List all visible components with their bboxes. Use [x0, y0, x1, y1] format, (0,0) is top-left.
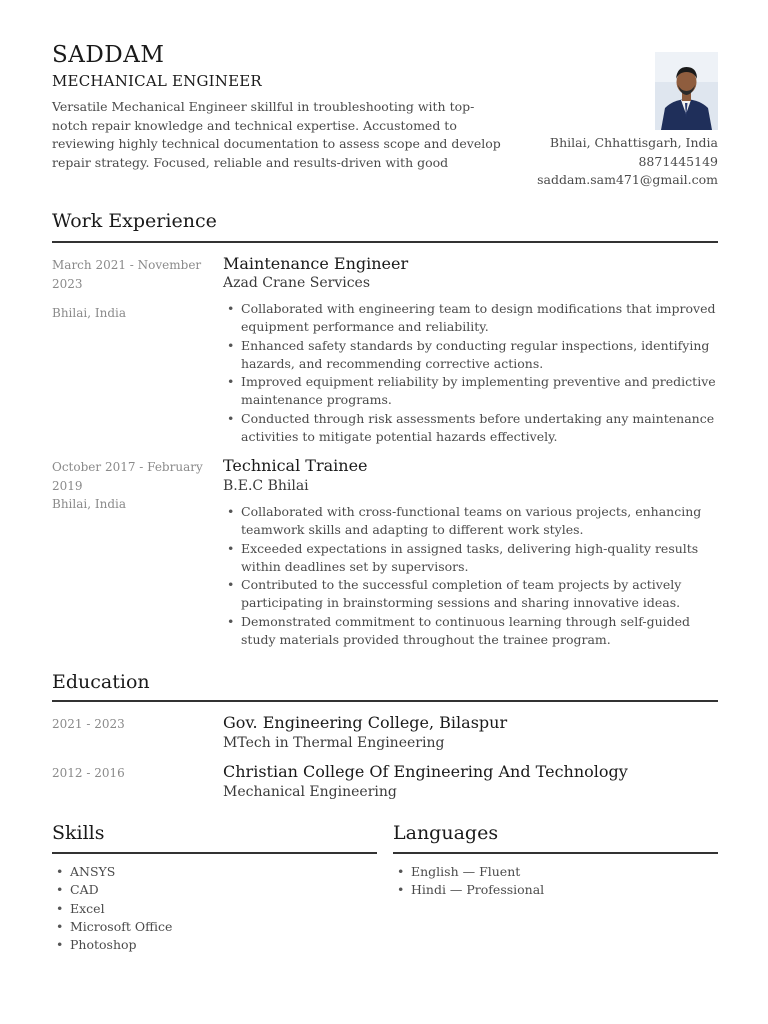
skills-divider: [52, 852, 377, 854]
education-1-school: Gov. Engineering College, Bilaspur: [223, 713, 508, 732]
job-1-dates: March 2021 - November 2023: [52, 258, 202, 291]
list-item: • Collaborated with engineering team to design modifications that improved equipment performance and reliability.: [223, 300, 723, 337]
job-1-title: Maintenance Engineer: [223, 254, 409, 273]
list-item: • Collaborated with cross-functional teams on various projects, enhancing teamwork skills and adapting to different work styles.: [223, 503, 723, 540]
skills-heading: Skills: [52, 822, 105, 844]
job-2-title: Technical Trainee: [223, 456, 368, 475]
list-item: • Contributed to the successful completion of team projects by actively participating in brainstorming sessions and sharing innovative ideas.: [223, 576, 723, 613]
profile-photo: [655, 52, 718, 130]
job-1-location: Bhilai, India: [52, 306, 126, 320]
contact-phone: 8871445149: [638, 153, 718, 169]
candidate-role: MECHANICAL ENGINEER: [52, 72, 262, 90]
job-1-responsibilities: [223, 300, 723, 446]
list-item: • Microsoft Office: [52, 918, 372, 936]
work-experience-divider: [52, 241, 718, 243]
job-1-company: Azad Crane Services: [223, 275, 371, 291]
education-2-dates: 2012 - 2016: [52, 766, 125, 780]
languages-divider: [393, 852, 718, 854]
job-2-meta: [52, 458, 212, 514]
skills-list: [52, 863, 372, 954]
list-item: • Enhanced safety standards by conducting regular inspections, identifying hazards, and recommending corrective actions.: [223, 337, 723, 374]
list-item: • Conducted through risk assessments before undertaking any maintenance activities to mitigate potential hazards effectively.: [223, 410, 723, 447]
education-1-dates: 2021 - 2023: [52, 717, 125, 731]
job-2-location: Bhilai, India: [52, 497, 126, 511]
education-heading: Education: [52, 671, 150, 693]
list-item: • ANSYS: [52, 863, 372, 881]
list-item: • Photoshop: [52, 936, 372, 954]
list-item: • Hindi — Professional: [393, 881, 713, 899]
candidate-name: SADDAM: [52, 42, 165, 68]
languages-heading: Languages: [393, 822, 499, 844]
profile-photo-image: [655, 52, 718, 130]
job-2-company: B.E.C Bhilai: [223, 478, 309, 494]
contact-info: [458, 134, 718, 190]
education-2-degree: Mechanical Engineering: [223, 784, 397, 800]
list-item: • Exceeded expectations in assigned tasks, delivering high-quality results within deadlines set by supervisors.: [223, 540, 723, 577]
languages-list: [393, 863, 713, 900]
job-1-meta: [52, 256, 212, 323]
contact-location: Bhilai, Chhattisgarh, India: [549, 135, 718, 150]
education-2-school: Christian College Of Engineering And Technology: [223, 762, 628, 781]
list-item: • Improved equipment reliability by implementing preventive and predictive maintenance programs.: [223, 373, 723, 410]
list-item: • Excel: [52, 900, 372, 918]
education-divider: [52, 700, 718, 702]
profile-summary: Versatile Mechanical Engineer skillful in troubleshooting with top-notch repair knowledge and technical expertise. Accustomed to reviewing highly technical documentation to assess scope and develop repair strategy. Focused, reliable and results-driven with good: [52, 99, 501, 170]
work-experience-heading: Work Experience: [52, 210, 217, 232]
job-2-dates: October 2017 - February 2019: [52, 460, 203, 493]
job-2-responsibilities: [223, 503, 723, 649]
education-1-degree: MTech in Thermal Engineering: [223, 735, 445, 751]
list-item: • CAD: [52, 881, 372, 899]
list-item: • English — Fluent: [393, 863, 713, 881]
list-item: • Demonstrated commitment to continuous learning through self-guided study materials provided throughout the trainee program.: [223, 613, 723, 650]
contact-email: saddam.sam471@gmail.com: [537, 172, 718, 187]
